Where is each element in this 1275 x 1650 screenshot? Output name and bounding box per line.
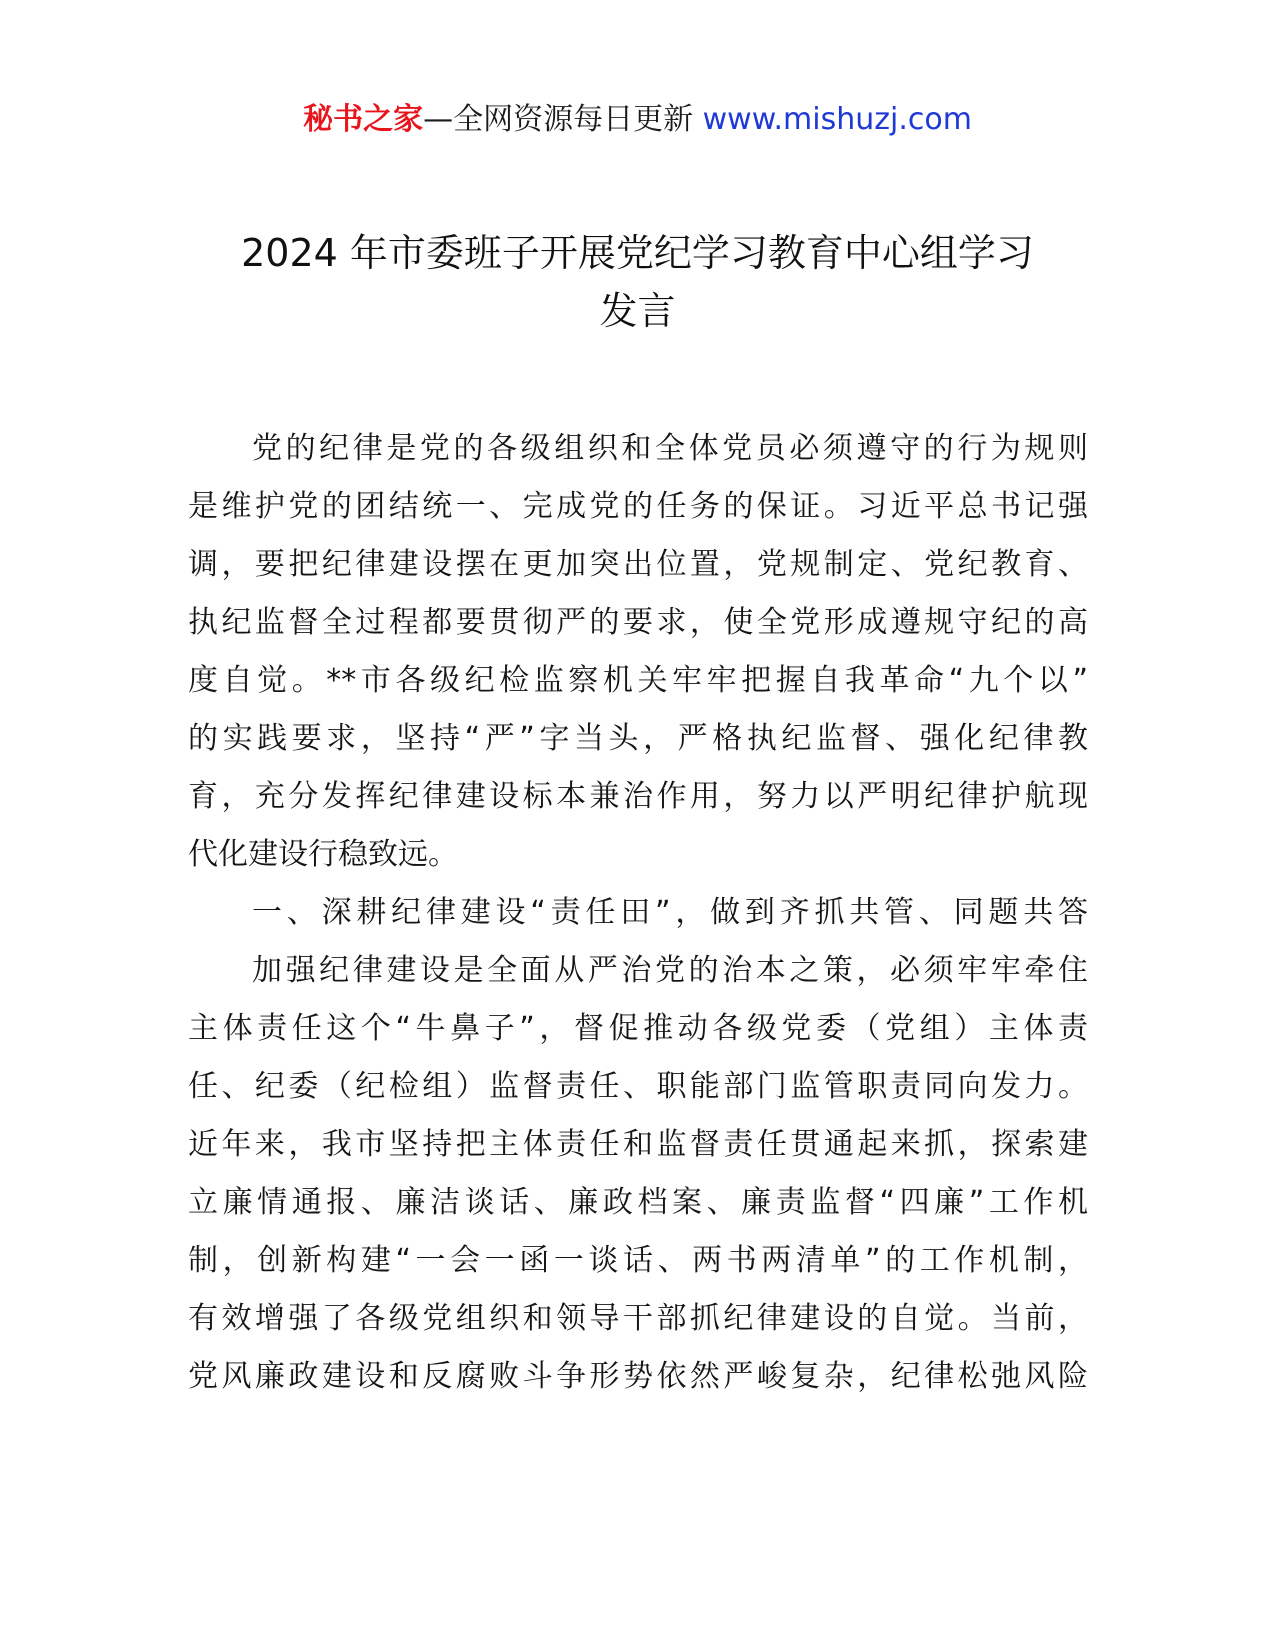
paragraph-line: 是维护党的团结统一、完成党的任务的保证。习近平总书记强 [188, 489, 1088, 524]
paragraph-line: 制，创新构建“一会一函一谈话、两书两清单”的工作机制， [188, 1243, 1088, 1278]
section-heading: 一、深耕纪律建设“责任田”，做到齐抓共管、同题共答 [252, 895, 1088, 930]
paragraph-line: 有效增强了各级党组织和领导干部抓纪律建设的自觉。当前， [188, 1301, 1088, 1336]
title-line: 2024 年市委班子开展党纪学习教育中心组学习 [241, 231, 1034, 275]
paragraph-line: 立廉情通报、廉洁谈话、廉政档案、廉责监督“四廉”工作机 [188, 1185, 1088, 1220]
paragraph-line: 党风廉政建设和反腐败斗争形势依然严峻复杂，纪律松弛风险 [188, 1359, 1088, 1394]
document-title [180, 224, 1095, 340]
header-tagline: —全网资源每日更新 [423, 102, 703, 137]
paragraph-line: 近年来，我市坚持把主体责任和监督责任贯通起来抓，探索建 [188, 1127, 1088, 1162]
paragraph-line: 任、纪委（纪检组）监督责任、职能部门监管职责同向发力。 [188, 1069, 1088, 1104]
paragraph-line: 育，充分发挥纪律建设标本兼治作用，努力以严明纪律护航现 [188, 779, 1088, 814]
paragraph-line: 调，要把纪律建设摆在更加突出位置，党规制定、党纪教育、 [188, 547, 1088, 582]
paragraph-line: 党的纪律是党的各级组织和全体党员必须遵守的行为规则 [252, 431, 1088, 466]
paragraph-line: 加强纪律建设是全面从严治党的治本之策，必须牢牢牵住 [252, 953, 1088, 988]
paragraph-line: 主体责任这个“牛鼻子”，督促推动各级党委（党组）主体责 [188, 1011, 1088, 1046]
site-url-link[interactable]: www.mishuzj.com [702, 102, 972, 137]
paragraph-line: 的实践要求，坚持“严”字当头，严格执纪监督、强化纪律教 [188, 721, 1088, 756]
brand-name: 秘书之家 [303, 102, 424, 137]
site-header [0, 100, 1275, 140]
document-body [188, 420, 1088, 1406]
paragraph-line: 代化建设行稳致远。 [188, 837, 458, 872]
title-line: 发言 [599, 289, 676, 333]
paragraph-line: 执纪监督全过程都要贯彻严的要求，使全党形成遵规守纪的高 [188, 605, 1088, 640]
paragraph-line: 度自觉。**市各级纪检监察机关牢牢把握自我革命“九个以” [188, 663, 1088, 698]
